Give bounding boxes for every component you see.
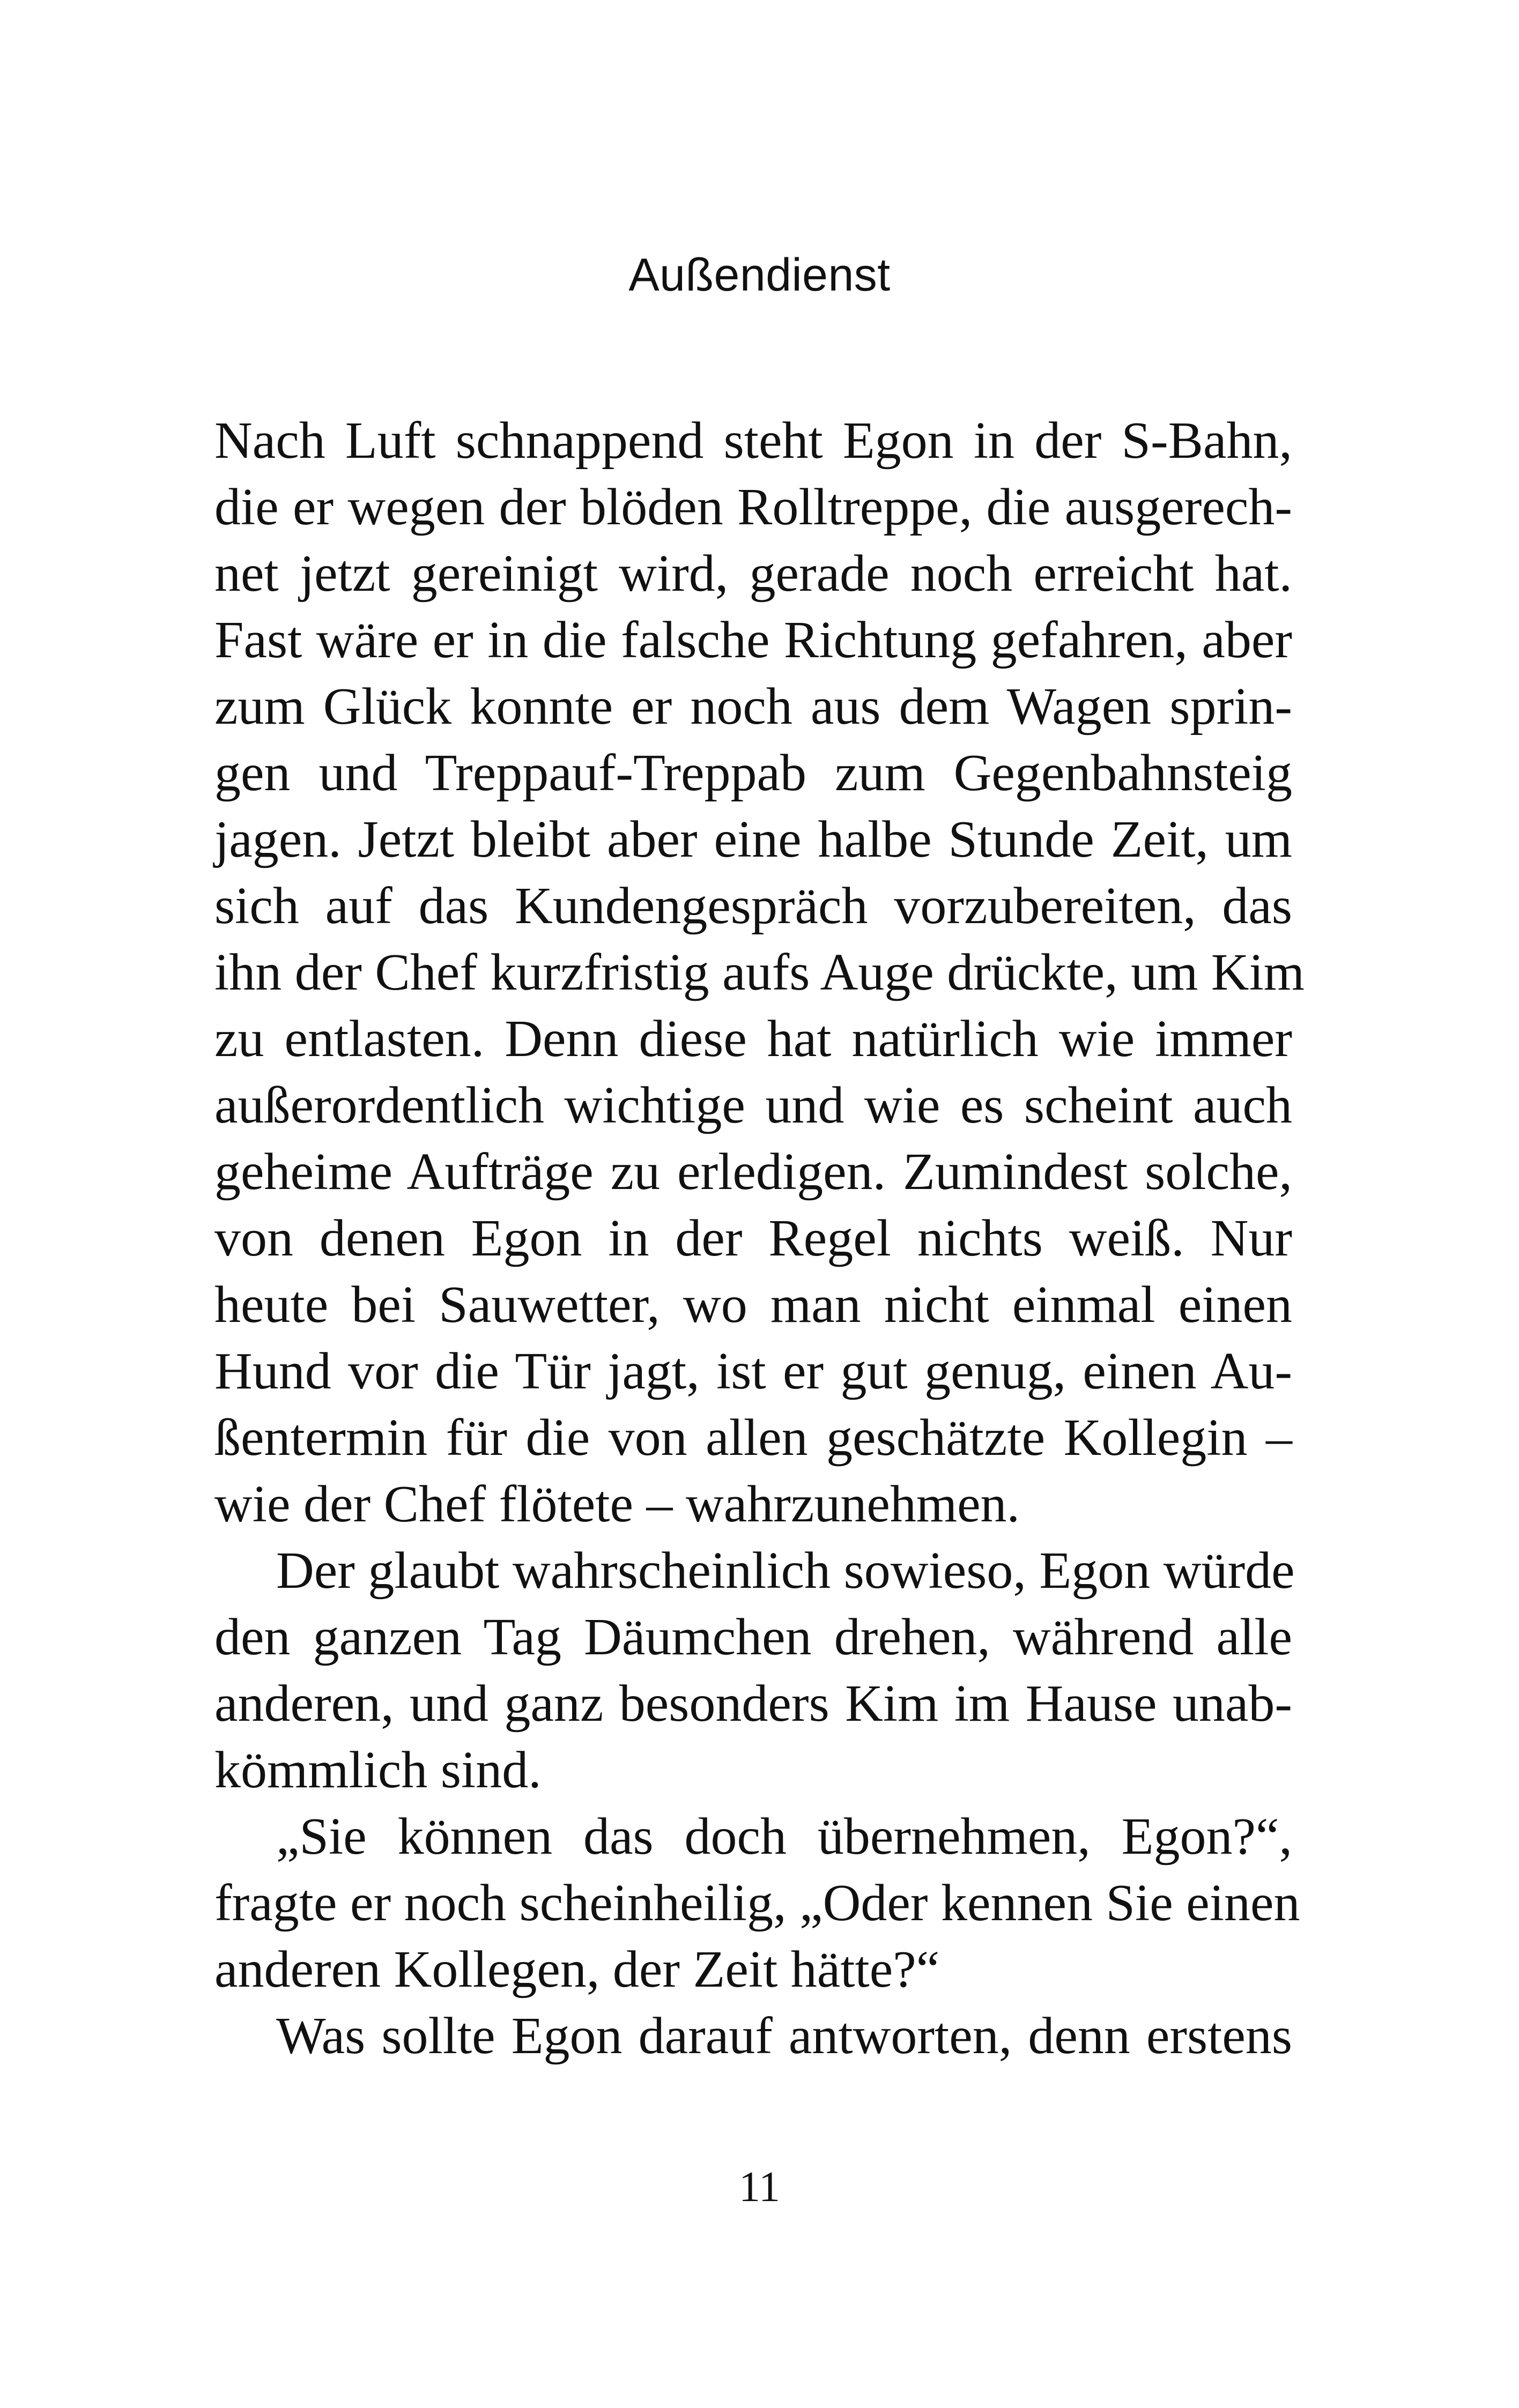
text-line: von denen Egon in der Regel nichts weiß. Nur [214, 1209, 1292, 1267]
text-line: „Sie können das doch übernehmen, Egon?“, [276, 1808, 1292, 1866]
text-line: wie der Chef flötete – wahrzunehmen. [214, 1475, 1020, 1533]
text-line: sich auf das Kundengespräch vorzubereiten, das [214, 877, 1292, 935]
text-line: anderen Kollegen, der Zeit hätte?“ [214, 1941, 940, 1998]
text-line: zu entlasten. Denn diese hat natürlich wie immer [214, 1010, 1292, 1068]
text-line: heute bei Sauwetter, wo man nicht einmal einen [214, 1276, 1292, 1334]
text-line: ßentermin für die von allen geschätzte Kollegin – [214, 1409, 1292, 1467]
text-line: ihn der Chef kurzfristig aufs Auge drückte, um Kim [214, 943, 1305, 1001]
text-line: geheime Aufträge zu erledigen. Zumindest solche, [214, 1143, 1292, 1201]
text-line: außerordentlich wichtige und wie es scheint auch [214, 1076, 1292, 1134]
text-line: den ganzen Tag Däumchen drehen, während alle [214, 1608, 1292, 1666]
text-line: Der glaubt wahrscheinlich sowieso, Egon würde [276, 1542, 1295, 1600]
text-line: net jetzt gereinigt wird, gerade noch erreicht hat. [214, 545, 1292, 603]
text-line: gen und Treppauf-Treppab zum Gegenbahnsteig [214, 744, 1292, 802]
chapter-title: Außendienst [628, 249, 891, 301]
text-line: Nach Luft schnappend steht Egon in der S-Bahn, [214, 412, 1292, 470]
text-line: anderen, und ganz besonders Kim im Hause unab- [214, 1675, 1292, 1733]
text-line: Hund vor die Tür jagt, ist er gut genug, einen Au- [214, 1342, 1292, 1400]
page-number: 11 [738, 2164, 781, 2211]
text-line: kömmlich sind. [214, 1741, 542, 1799]
text-line: Fast wäre er in die falsche Richtung gefahren, aber [214, 611, 1292, 669]
text-line: fragte er noch scheinheilig, „Oder kennen Sie einen [214, 1874, 1300, 1932]
text-line: Was sollte Egon darauf antworten, denn erstens [276, 2007, 1292, 2065]
text-line: die er wegen der blöden Rolltreppe, die ausgerech- [214, 478, 1292, 536]
text-line: jagen. Jetzt bleibt aber eine halbe Stunde Zeit, um [214, 811, 1292, 868]
body-text [214, 407, 1305, 2069]
text-line: zum Glück konnte er noch aus dem Wagen sprin- [214, 678, 1292, 735]
